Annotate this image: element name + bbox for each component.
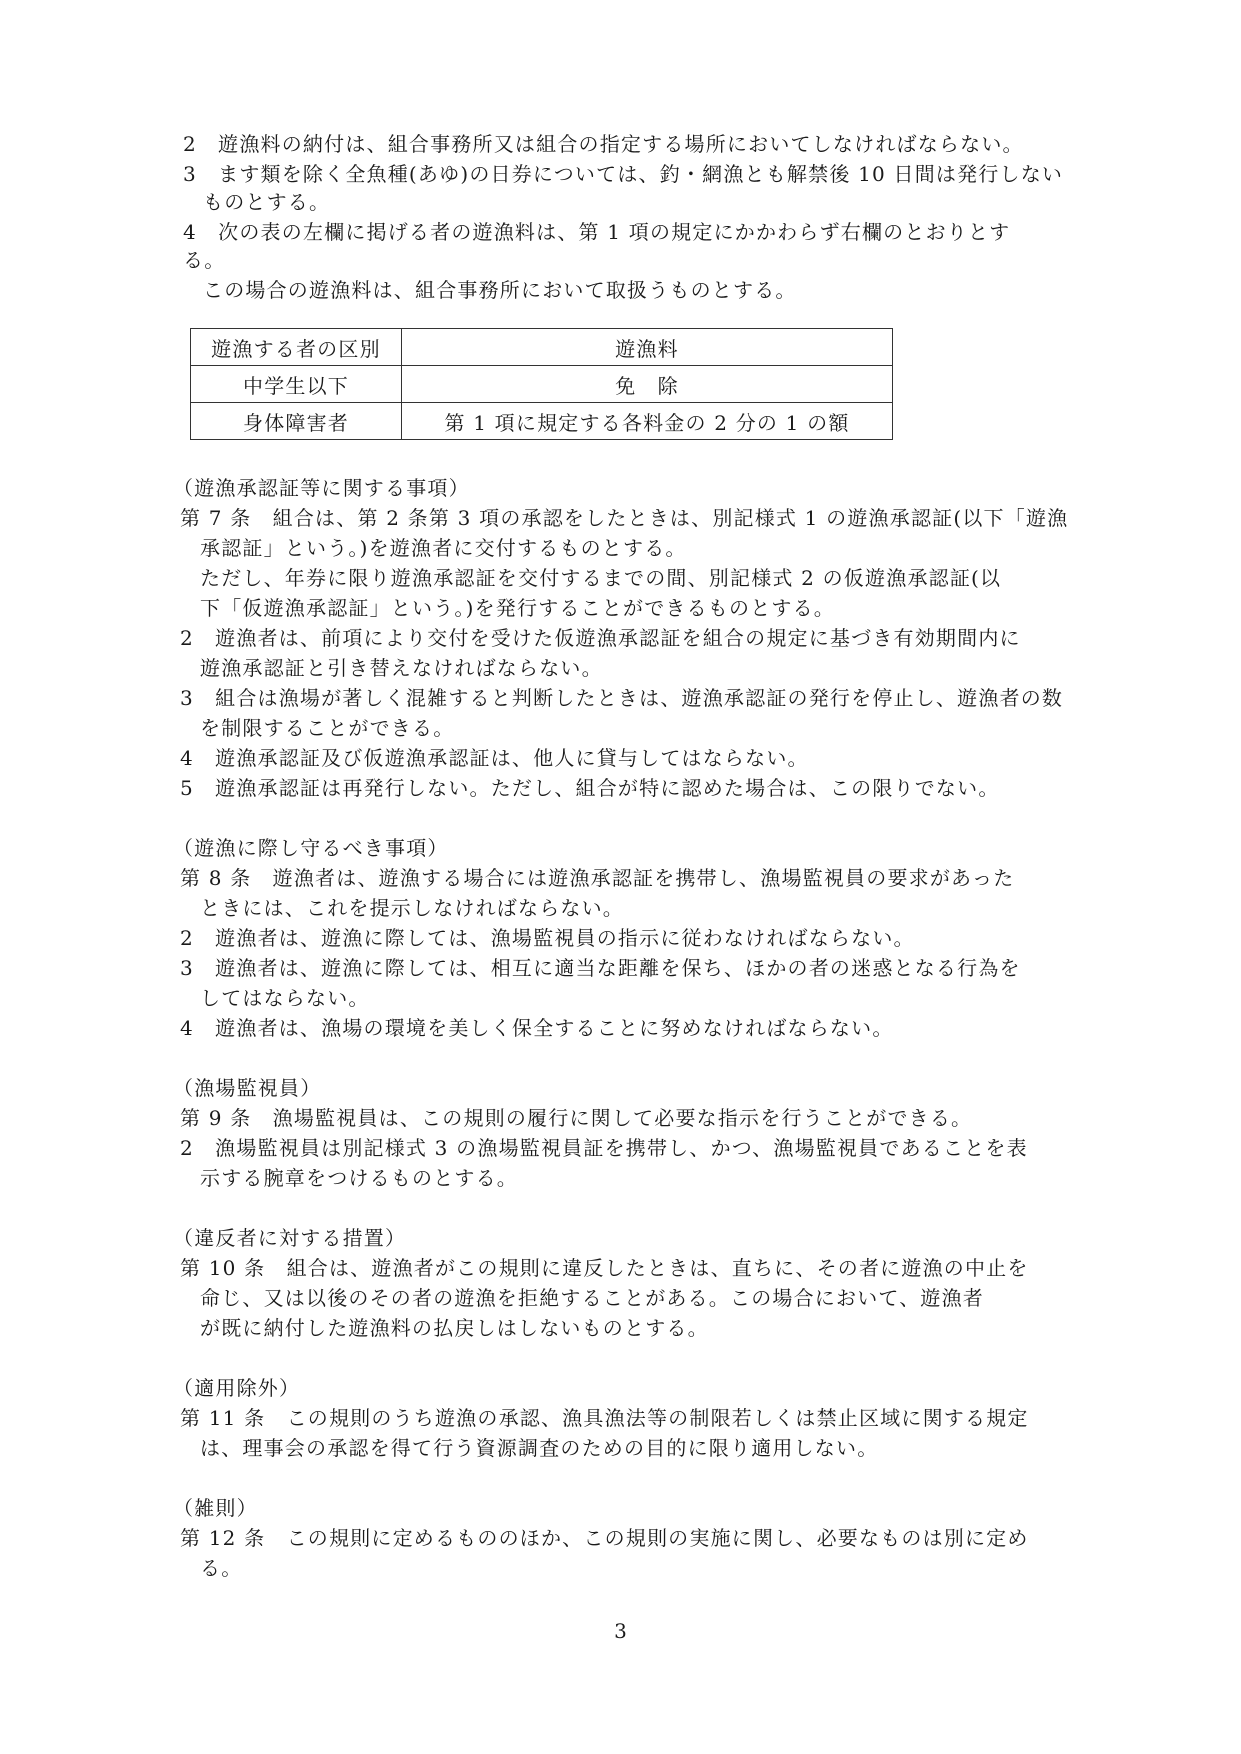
- article-8: 第 8 条 遊漁者は、遊漁する場合には遊漁承認証を携帯し、漁場監視員の要求があった: [180, 866, 1015, 890]
- clause-6-3: 3 ます類を除く全魚種(あゆ)の日券については、釣・網漁とも解禁後 10 日間は発行しない: [183, 162, 1064, 186]
- article-8-3-cont: してはならない。: [200, 986, 370, 1010]
- article-9: 第 9 条 漁場監視員は、この規則の履行に関して必要な指示を行うことができる。: [180, 1106, 973, 1130]
- table-cell: 中学生以下: [191, 366, 402, 403]
- section-heading: （違反者に対する措置）: [173, 1226, 407, 1250]
- article-8-4: 4 遊漁者は、漁場の環境を美しく保全することに努めなければならない。: [180, 1016, 894, 1040]
- article-7-3-cont: を制限することができる。: [200, 716, 455, 740]
- table-header-cell: 遊漁料: [402, 329, 893, 366]
- article-12-cont: る。: [200, 1556, 243, 1580]
- article-9-2: 2 漁場監視員は別記様式 3 の漁場監視員証を携帯し、かつ、漁場監視員であることを表: [180, 1136, 1028, 1160]
- article-7-proviso: ただし、年券に限り遊漁承認証を交付するまでの間、別記様式 2 の仮遊漁承認証(以: [200, 566, 1002, 590]
- article-7: 第 7 条 組合は、第 2 条第 3 項の承認をしたときは、別記様式 1 の遊漁承認証(以下「遊漁: [180, 506, 1069, 530]
- table-cell: 免 除: [402, 366, 893, 403]
- article-7-5: 5 遊漁承認証は再発行しない。ただし、組合が特に認めた場合は、この限りでない。: [180, 776, 1000, 800]
- section-heading: （雑則）: [173, 1496, 258, 1520]
- article-10-cont: 命じ、又は以後のその者の遊漁を拒絶することがある。この場合において、遊漁者: [200, 1286, 984, 1310]
- table-header-row: [191, 329, 893, 366]
- table-cell: 第 1 項に規定する各料金の 2 分の 1 の額: [402, 403, 893, 440]
- article-7-proviso-cont: 下「仮遊漁承認証」という。)を発行することができるものとする。: [200, 596, 836, 620]
- fee-table: [190, 328, 893, 440]
- clause-6-4-note: この場合の遊漁料は、組合事務所において取扱うものとする。: [203, 278, 797, 302]
- page-number: 3: [614, 1619, 627, 1643]
- article-10-cont: が既に納付した遊漁料の払戻しはしないものとする。: [200, 1316, 709, 1340]
- article-7-3: 3 組合は漁場が著しく混雑すると判断したときは、遊漁承認証の発行を停止し、遊漁者の数: [180, 686, 1064, 710]
- article-11: 第 11 条 この規則のうち遊漁の承認、漁具漁法等の制限若しくは禁止区域に関する規定: [180, 1406, 1029, 1430]
- section-heading: （遊漁に際し守るべき事項）: [173, 836, 449, 860]
- article-8-2: 2 遊漁者は、遊漁に際しては、漁場監視員の指示に従わなければならない。: [180, 926, 915, 950]
- article-7-4: 4 遊漁承認証及び仮遊漁承認証は、他人に貸与してはならない。: [180, 746, 809, 770]
- table-cell: 身体障害者: [191, 403, 402, 440]
- section-heading: （遊漁承認証等に関する事項）: [173, 476, 470, 500]
- article-7-cont: 承認証」という。)を遊漁者に交付するものとする。: [200, 536, 687, 560]
- article-9-2-cont: 示する腕章をつけるものとする。: [200, 1166, 518, 1190]
- clause-6-4: 4 次の表の左欄に掲げる者の遊漁料は、第 1 項の規定にかかわらず右欄のとおりとす: [183, 220, 1011, 244]
- table-row: [191, 403, 893, 440]
- article-11-cont: は、理事会の承認を得て行う資源調査のための目的に限り適用しない。: [200, 1436, 879, 1460]
- article-10: 第 10 条 組合は、遊漁者がこの規則に違反したときは、直ちに、その者に遊漁の中止を: [180, 1256, 1029, 1280]
- article-8-3: 3 遊漁者は、遊漁に際しては、相互に適当な距離を保ち、ほかの者の迷惑となる行為を: [180, 956, 1021, 980]
- table-header-cell: 遊漁する者の区別: [191, 329, 402, 366]
- article-8-cont: ときには、これを提示しなければならない。: [200, 896, 624, 920]
- section-heading: （適用除外）: [173, 1376, 301, 1400]
- clause-6-3-cont: ものとする。: [203, 190, 331, 214]
- table-row: [191, 366, 893, 403]
- article-12: 第 12 条 この規則に定めるもののほか、この規則の実施に関し、必要なものは別に定め: [180, 1526, 1029, 1550]
- clause-6-2: 2 遊漁料の納付は、組合事務所又は組合の指定する場所においてしなければならない。: [183, 132, 1024, 156]
- section-heading: （漁場監視員）: [173, 1076, 322, 1100]
- article-7-2: 2 遊漁者は、前項により交付を受けた仮遊漁承認証を組合の規定に基づき有効期間内に: [180, 626, 1021, 650]
- clause-6-4-cont: る。: [183, 248, 226, 272]
- article-7-2-cont: 遊漁承認証と引き替えなければならない。: [200, 656, 603, 680]
